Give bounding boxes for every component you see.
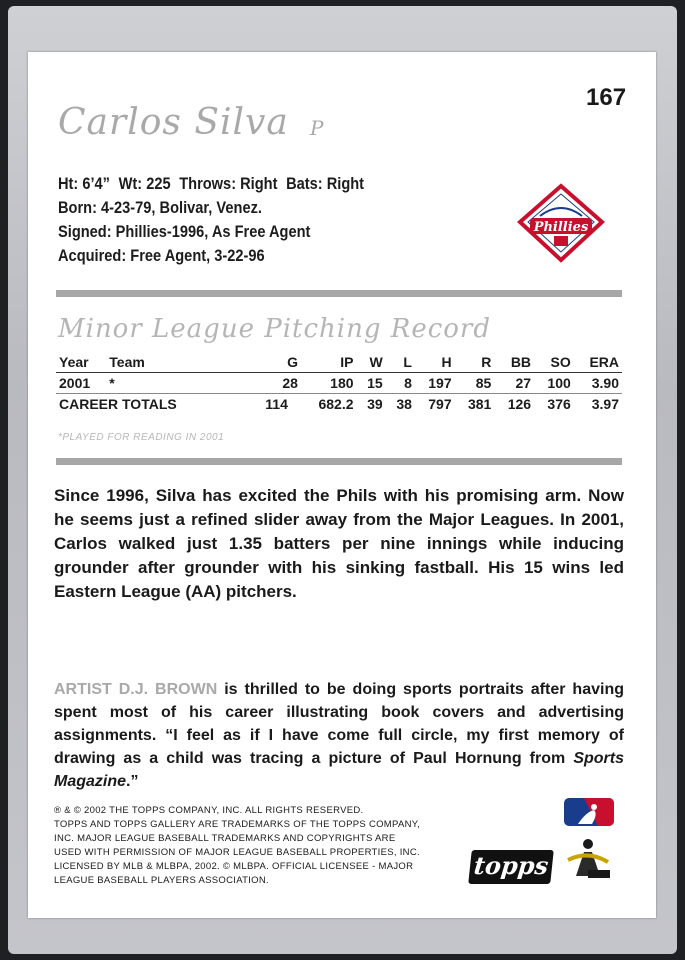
legal-line: ® & © 2002 THE TOPPS COMPANY, INC. ALL RIGHTS RESERVED. [54, 805, 364, 816]
stats-header: G [262, 352, 301, 373]
stats-cell: 114 [262, 394, 301, 415]
artist-note [54, 678, 624, 793]
divider-top [56, 290, 622, 297]
bio-weight: Wt: 225 [118, 174, 171, 193]
stats-cell: 8 [404, 375, 412, 391]
bio-bats: Bats: Right [286, 174, 365, 193]
phillies-logo [516, 182, 606, 264]
stats-cell: 85 [475, 375, 492, 391]
stats-header: R [455, 352, 495, 373]
stats-cell: 39 [357, 394, 386, 415]
stats-cell: 2001 [59, 375, 91, 391]
stats-title: Minor League Pitching Record [58, 314, 492, 344]
stats-cell: 797 [415, 394, 455, 415]
stats-header: Team [106, 352, 262, 373]
stats-table [56, 352, 622, 414]
artist-text: is thrilled to be doing sports portraits after having spent most of his career illustrating book covers and advertising assignments. “I feel as if I have come full circle, my first memory of drawing as a child was tracing a picture of Paul Hornung from [54, 681, 624, 767]
mlbpa-logo [562, 832, 614, 884]
divider-bottom [56, 458, 622, 465]
phillies-logo-text: Phillies [533, 220, 589, 235]
stats-cell: 100 [547, 375, 571, 391]
mlb-logo [564, 798, 614, 826]
stats-cell: 38 [386, 394, 415, 415]
baseball-card-back [28, 52, 656, 918]
legal-line: LEAGUE BASEBALL PLAYERS ASSOCIATION. [54, 875, 269, 886]
stats-cell: 27 [515, 375, 532, 391]
stats-cell: 28 [282, 375, 298, 391]
topps-logo: topps [468, 850, 554, 884]
artist-magazine: Sports Magazine [54, 750, 624, 790]
bio-height: Ht: 6’4” [58, 174, 111, 193]
legal-line: USED WITH PERMISSION OF MAJOR LEAGUE BASEBALL PROPERTIES, INC. [54, 847, 420, 858]
bio-acquired: Acquired: Free Agent, 3-22-96 [58, 246, 265, 265]
bio-measurements [58, 172, 364, 196]
stats-header: ERA [574, 352, 622, 373]
stats-header: L [386, 352, 415, 373]
stats-cell: * [109, 375, 115, 391]
stats-cell: 15 [367, 375, 383, 391]
stats-header-row [56, 352, 622, 373]
legal-line: LICENSED BY MLB & MLBPA, 2002. © MLBPA. OFFICIAL LICENSEE - MAJOR [54, 861, 414, 872]
stats-career-row [56, 394, 622, 415]
player-blurb: Since 1996, Silva has excited the Phils with his promising arm. Now he seems just a refined slider away from the Major Leagues. In 2001, Carlos walked just 1.35 batters per nine innings while inducing grounder after grounder with his sinking fastball. His 15 wins led Eastern League (AA) pitchers. [54, 486, 624, 601]
stats-cell: 3.90 [591, 375, 619, 391]
legal-line: TOPPS AND TOPPS GALLERY ARE TRADEMARKS OF THE TOPPS COMPANY, [54, 819, 421, 830]
artist-lead: ARTIST D.J. BROWN [54, 681, 218, 698]
stats-header: W [357, 352, 386, 373]
stats-career-label: CAREER TOTALS [56, 394, 262, 415]
stats-cell: 180 [330, 375, 354, 391]
player-name: Carlos Silva [58, 102, 289, 143]
stats-header: BB [494, 352, 534, 373]
stats-cell: 381 [455, 394, 495, 415]
artist-text-end: .” [126, 773, 139, 790]
stats-header: Year [56, 352, 106, 373]
legal-text [54, 804, 474, 888]
legal-line: INC. MAJOR LEAGUE BASEBALL TRADEMARKS AND COPYRIGHTS ARE [54, 833, 396, 844]
player-bio [58, 172, 364, 268]
bio-signed: Signed: Phillies-1996, As Free Agent [58, 222, 311, 241]
player-position: P [310, 116, 324, 140]
stats-footnote: *PLAYED FOR READING IN 2001 [58, 432, 225, 443]
bio-born: Born: 4-23-79, Bolivar, Venez. [58, 198, 262, 217]
bio-throws: Throws: Right [179, 174, 278, 193]
stats-cell: 197 [428, 375, 452, 391]
stats-cell: 126 [494, 394, 534, 415]
stats-header: IP [301, 352, 357, 373]
stats-cell: 3.97 [574, 394, 622, 415]
card-number: 167 [586, 84, 627, 111]
stats-cell: 682.2 [301, 394, 357, 415]
stats-cell: 376 [534, 394, 574, 415]
stats-row [56, 373, 622, 394]
stats-header: SO [534, 352, 574, 373]
stats-header: H [415, 352, 455, 373]
